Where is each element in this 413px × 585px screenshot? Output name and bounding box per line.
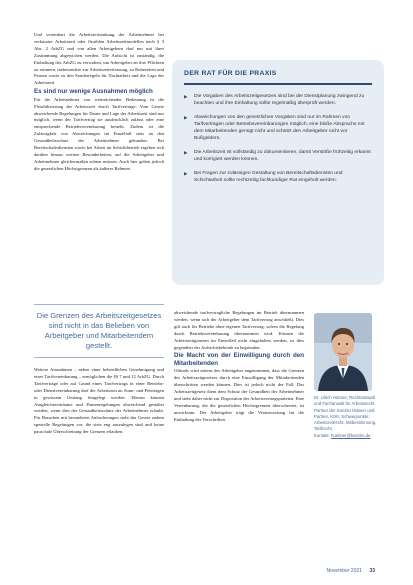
page-footer: [326, 568, 375, 574]
page-number: 33: [369, 568, 375, 574]
middle-column: [174, 310, 304, 575]
author-email-link[interactable]: huebner@kanzlei.de: [330, 432, 371, 438]
issue-label: November 2021: [326, 568, 363, 574]
practice-tip-box: [172, 60, 384, 285]
left-column-bottom: [34, 367, 164, 575]
author-photo: [314, 313, 372, 391]
box-title: DER RAT FÜR DIE PRAXIS: [184, 70, 372, 85]
tip-item: ▶ Die Arbeitszeit ist vollständig zu dokumentieren, damit Verstöße frühzeitig erkannt und korrigiert werden können.: [184, 149, 372, 163]
section-heading: Die Macht von der Einwilligung durch den Mitarbeitenden: [174, 352, 304, 367]
left-column-top: [34, 32, 164, 314]
body-paragraph: Für die Arbeitnehmer von weitreichender Bedeutung ist die Flexibilisierung der Arbeitszeit durch Tarifverträge. Vom Gesetz abweichende Regelungen für Dauer und Lage der Arbeitszeit sind nur möglich, wenn der Tarifvertrag sie ausdrücklich zulässt oder eine entsprechende Betriebsvereinbarung besteht. Zudem ist die Zulässigkeit von Abweichungen im Einzelfall stets an den Gesundheitsschutz der Arbeitnehmer gebunden. Bei Bereitschaftsdiensten sowie bei Arbeit im Schichtbetrieb ergeben sich darüber hinaus weitere Besonderheiten, auf die Arbeitgeber und Arbeitnehmer gleichermaßen achten müssen. Auch hier gelten jedoch die gesetzlichen Höchstgrenzen als äußerer Rahmen.: [34, 96, 164, 171]
tip-item: ▶ Die Vorgaben des Arbeitszeitgesetzes sind bei der Dienstplanung zwingend zu beachten und ihre Einhaltung sollte regelmäßig überprüft werden.: [184, 93, 372, 107]
contact-label: Kontakt:: [314, 432, 330, 438]
tip-item: ▶ Bei Fragen zur zulässigen Gestaltung von Bereitschaftsdiensten und Schichtarbeit sollte rechtzeitig fachkundiger Rat eingeholt werden.: [184, 170, 372, 184]
tip-list: [184, 93, 372, 184]
body-paragraph: abweichende tarifvertragliche Regelungen im Betrieb übernommen werden, wenn sich der Arbeitgeber dem Tarifvertrag anschließt. Dies gilt auch für Betriebe ohne eigenen Tarifvertrag, sofern die Regelung durch Betriebsvereinbarung übernommen wird. Können die Arbeitszeitgrenzen im Einzelfall nicht eingehalten werden, ist dies gegenüber der Aufsichtsbehörde zu begründen.: [174, 310, 304, 350]
body-paragraph: Weitere Ausnahmen – neben einer behördlichen Genehmigung und einer Tarifvereinbarung – ermöglichen die §§ 7 und 12 ArbZG. Durch Tarifverträge oder auf Grund eines Tarifvertrags in einer Betriebs- oder Dienstvereinbarung darf die Arbeitszeit an Sonn- und Feiertagen in gewissem Umfang festgelegt werden. Ebenso können Ausgleichszeiträume und Pausenregelungen abweichend gestaltet werden, wenn dies der Gesundheitsschutz der Arbeitnehmer erlaubt. Für Branchen mit besonderen Anforderungen sieht das Gesetz zudem spezielle Regelungen vor, die stets eng auszulegen sind und keine pauschale Überschreitung der Grenzen erlauben.: [34, 367, 164, 435]
body-paragraph: Oftmals wird seitens der Arbeitgeber angenommen, dass die Grenzen des Arbeitszeitgesetzes durch eine Einwilligung der Mitarbeitenden überschritten werden können. Dies ist jedoch nicht der Fall. Das Arbeitszeitgesetz dient dem Schutz der Gesundheit der Arbeitnehmer und steht daher nicht zur Disposition der Arbeitsvertragsparteien. Eine Vereinbarung, die die gesetzlichen Höchstgrenzen überschreitet, ist unwirksam. Der Arbeitgeber trägt die Verantwortung für die Einhaltung der Vorschriften.: [174, 368, 304, 422]
section-heading: Es sind nur wenige Ausnahmen möglich: [34, 88, 153, 96]
tip-item: ▶ Abweichungen von den gesetzlichen Vorgaben sind nur im Rahmen von Tarifverträgen oder Betriebsvereinbarungen möglich; eine bloße Absprache mit dem Mitarbeitenden genügt nicht und schützt den Arbeitgeber nicht vor Bußgeldern.: [184, 114, 372, 142]
author-portrait-image: [314, 313, 372, 391]
body-paragraph: Und vereinbart die Arbeitszeitsenkung der Arbeitnehmer bei verkürzter Arbeitszeit oder flexiblen Arbeitszeitmodellen nach § 3 Abs. 2 ArbZG und von allen Arbeitgebern darf nur mit ihrer Zustimmung abgewichen werden. Die Aufsicht ist zuständig, die Einhaltung des ArbZG zu verwalten, um Arbeitgeber an ihre Pflichten zu erinnern, insbesondere zur Arbeitszeiterfassung, zu Ruhezeiten und Pausen sowie zu den Sonderregeln für Nachtarbeit und die Lage der Arbeitszeit.: [34, 32, 164, 86]
pull-quote: Die Grenzen des Arbeitszeitgesetzes sind nicht in das Belieben von Arbeitgeber und Mitarbeitendem gestellt.: [34, 304, 164, 358]
author-bio: Dr. Ulrich Hübner, Rechtsanwalt und Fachanwalt für Arbeitsrecht, Partner der Kanzlei Hübner und Partner, Köln; Schwerpunkte: Arbeitszeitrecht, Mitbestimmung, Tarifrecht.: [314, 395, 377, 432]
author-caption: [314, 395, 382, 439]
